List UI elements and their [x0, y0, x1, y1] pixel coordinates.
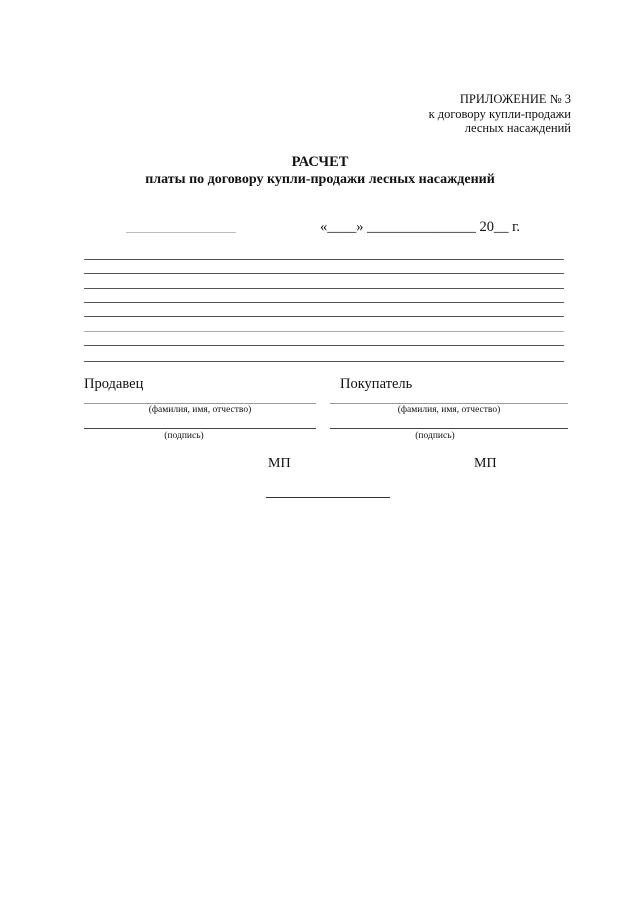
- appendix-header: [429, 92, 571, 136]
- buyer-name-line[interactable]: [330, 403, 568, 404]
- bottom-blank-line[interactable]: [266, 497, 390, 498]
- calculation-blank-line[interactable]: [84, 302, 564, 303]
- place-blank-line[interactable]: [126, 232, 236, 233]
- calculation-blank-line[interactable]: [84, 273, 564, 274]
- buyer-signature-caption: (подпись): [415, 431, 455, 441]
- seller-stamp-label: МП: [268, 456, 291, 471]
- buyer-name-caption: (фамилия, имя, отчество): [397, 405, 501, 415]
- seller-signature-caption: (подпись): [164, 431, 204, 441]
- buyer-stamp-label: МП: [474, 456, 497, 471]
- appendix-number: ПРИЛОЖЕНИЕ № 3: [459, 92, 571, 106]
- date-field[interactable]: «____» _______________ 20__ г.: [320, 219, 521, 235]
- calculation-blank-line[interactable]: [84, 259, 564, 260]
- document-subtitle: платы по договору купли-продажи лесных насаждений: [145, 172, 495, 187]
- seller-name-caption: (фамилия, имя, отчество): [148, 405, 252, 415]
- calculation-blank-line[interactable]: [84, 361, 564, 362]
- seller-signature-line[interactable]: [84, 428, 316, 429]
- buyer-signature-line[interactable]: [330, 428, 568, 429]
- buyer-label: Покупатель: [340, 376, 413, 392]
- calculation-blank-line[interactable]: [84, 316, 564, 317]
- document-title: РАСЧЕТ: [291, 154, 349, 170]
- appendix-reference: к договору купли-продажи: [428, 106, 571, 121]
- calculation-blank-line[interactable]: [84, 331, 564, 332]
- calculation-blank-line[interactable]: [84, 288, 564, 289]
- calculation-blank-line[interactable]: [84, 345, 564, 346]
- seller-name-line[interactable]: [84, 403, 316, 404]
- appendix-reference-cont: лесных насаждений: [464, 121, 571, 135]
- seller-label: Продавец: [84, 376, 144, 392]
